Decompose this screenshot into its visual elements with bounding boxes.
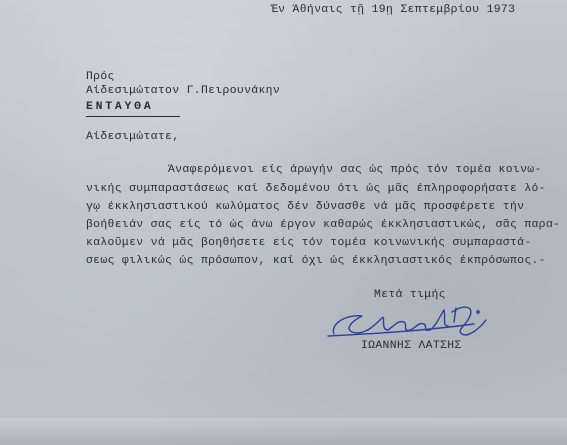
closing: Μετά τιμής — [374, 289, 446, 301]
body-line-6: σεως φιλικώς ώς πρόσωπον, καί όχι ώς έκκλησιαστικός έκπρόσωπος.- — [86, 255, 546, 267]
letter-date: Έν Άθήναις τῇ 19ῃ Σεπτεμβρίου 1973 — [271, 4, 516, 16]
body-line-2: νικής συμπαραστάσεως καί δεδομένου ότι ώς μᾶς έπληροφορήσατε λό- — [86, 183, 546, 195]
location-underline — [86, 116, 180, 117]
body-line-4: βοήθειάν σας είς τό ώς άνω έργον καθαρώς έκκλησιαστικώς, σᾶς παρα- — [86, 219, 561, 231]
recipient-location: ΕΝΤΑΥΘΑ — [86, 101, 154, 113]
body-line-1: Άναφερόμενοι είς άρωγήν σας ώς πρός τόν τομέα κοινω- — [168, 164, 542, 176]
recipient-prefix: Πρός — [86, 71, 115, 83]
paper-fold — [0, 418, 567, 445]
recipient-name: Αίδεσιμώτατον Γ.Πειρουνάκην — [86, 85, 281, 97]
body-line-5: καλοῦμεν νά μᾶς βοηθήσετε είς τόν τομέα κοινωνικής συμπαραστά- — [86, 237, 532, 249]
handwritten-signature — [324, 300, 494, 344]
salutation: Αίδεσιμώτατε, — [86, 131, 180, 143]
body-line-3: γῳ έκκλησιαστικού κωλύματος δέν δύνασθε νά μᾶς προσφέρετε τήν — [86, 201, 525, 213]
signatory-name: ΙΩΑΝΝΗΣ ΛΑΤΣΗΣ — [361, 340, 462, 352]
